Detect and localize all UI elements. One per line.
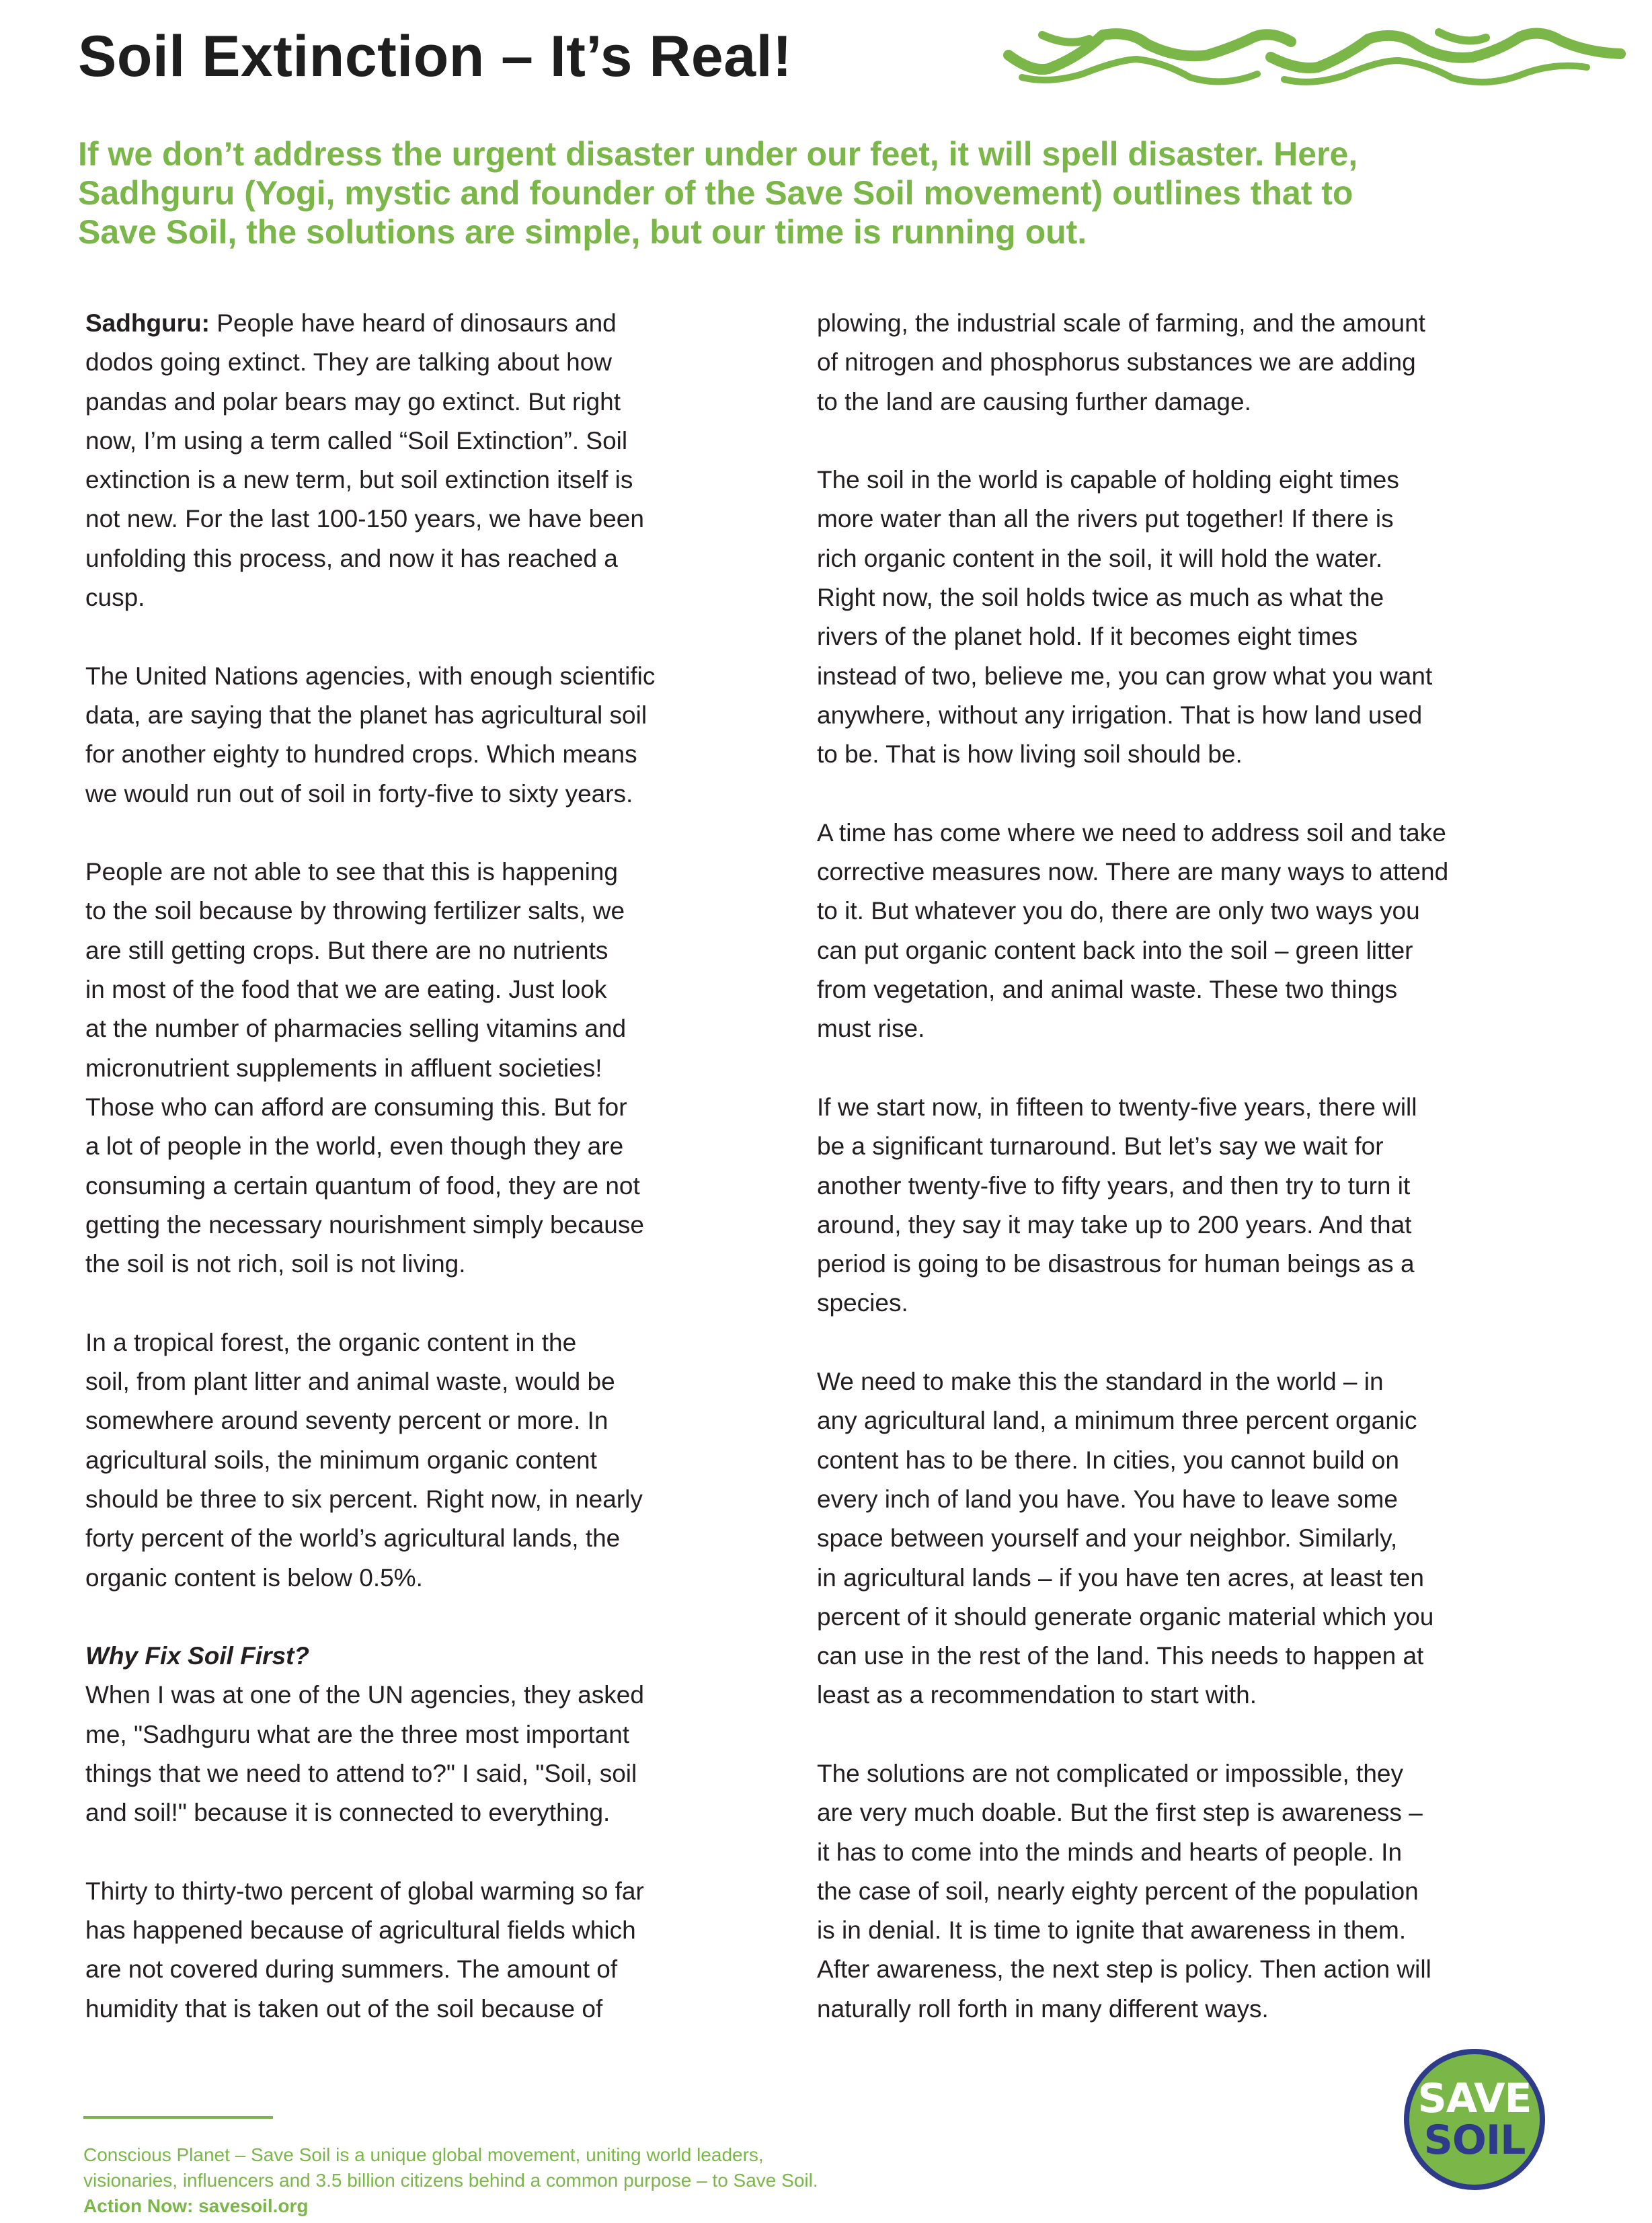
text-line: are not covered during summers. The amount of (85, 1955, 618, 1984)
text-line: Those who can afford are consuming this. But for (85, 1093, 627, 1121)
text-line: are still getting crops. But there are no nutrients (85, 936, 608, 964)
right-column (817, 304, 1530, 2029)
text-line: is in denial. It is time to ignite that awareness in them. (817, 1916, 1407, 1945)
text-line: in agricultural lands – if you have ten acres, at least ten (817, 1563, 1424, 1592)
text-line: extinction is a new term, but soil extinction itself is (85, 466, 633, 494)
text-line: unfolding this process, and now it has reached a (85, 544, 618, 572)
text-line: it has to come into the minds and hearts of people. In (817, 1838, 1403, 1866)
text-line: pandas and polar bears may go extinct. But right (85, 387, 621, 416)
text-line: any agricultural land, a minimum three percent organic (817, 1407, 1417, 1435)
text-line: to be. That is how living soil should be. (817, 740, 1243, 769)
text-line: the soil is not rich, soil is not living. (85, 1250, 466, 1278)
paragraph (817, 1088, 1530, 1323)
text-line: People are not able to see that this is happening (85, 858, 618, 886)
text-line: we would run out of soil in forty-five to sixty years. (85, 779, 633, 808)
text-line: If we start now, in fifteen to twenty-five years, there will (817, 1093, 1417, 1121)
paragraph (85, 1872, 798, 2029)
text-line: things that we need to attend to?" I said, "Soil, soil (85, 1759, 637, 1787)
wave-stroke (1042, 35, 1089, 42)
text-line: now, I’m using a term called “Soil Extinction”. Soil (85, 426, 628, 455)
text-line: not new. For the last 100-150 years, we have been (85, 505, 644, 533)
text-line: micronutrient supplements in affluent societies! (85, 1054, 602, 1082)
text-line: data, are saying that the planet has agricultural soil (85, 701, 647, 729)
text-line: In a tropical forest, the organic content in the (85, 1328, 577, 1356)
text-line: We need to make this the standard in the world – in (817, 1368, 1384, 1396)
footer-divider (83, 2116, 273, 2119)
text-line: The United Nations agencies, with enough scientific (85, 662, 656, 690)
speaker-label: Sadhguru: (85, 309, 210, 337)
text-line: consuming a certain quantum of food, they are not (85, 1171, 640, 1200)
footer-action-link[interactable]: Action Now: savesoil.org (83, 2195, 309, 2216)
paragraph (817, 461, 1530, 774)
text-line: humidity that is taken out of the soil because of (85, 1994, 603, 2023)
paragraph (817, 814, 1530, 1049)
text-line: more water than all the rivers put together! If there is (817, 505, 1394, 533)
text-line: has happened because of agricultural fields which (85, 1916, 636, 1945)
text-line: agricultural soils, the minimum organic content (85, 1446, 597, 1474)
text-line: dodos going extinct. They are talking about how (85, 348, 612, 377)
text-line: Thirty to thirty-two percent of global warming so far (85, 1877, 644, 1905)
text-line: instead of two, believe me, you can grow what you want (817, 662, 1433, 690)
text-line: the case of soil, nearly eighty percent of the population (817, 1877, 1419, 1905)
text-line: rivers of the planet hold. If it becomes eight times (817, 623, 1358, 651)
decorative-waves-icon (1002, 20, 1634, 94)
text-line: be a significant turnaround. But let’s say we wait for (817, 1132, 1384, 1161)
footer (83, 2142, 818, 2219)
intro-line: Save Soil, the solutions are simple, but our time is running out. (78, 213, 1087, 251)
text-line: at the number of pharmacies selling vitamins and (85, 1015, 627, 1043)
text-line: space between yourself and your neighbor. Similarly, (817, 1524, 1398, 1553)
text-line (85, 304, 798, 343)
text-line: can put organic content back into the soil – green litter (817, 936, 1413, 964)
intro-line: Sadhguru (Yogi, mystic and founder of the Save Soil movement) outlines that to (78, 174, 1353, 212)
paragraph (817, 1754, 1530, 2029)
wave-stroke (1439, 32, 1486, 41)
text-line: plowing, the industrial scale of farming, and the amount (817, 309, 1425, 337)
text-line: another twenty-five to fifty years, and then try to turn it (817, 1171, 1411, 1200)
text-line: naturally roll forth in many different ways. (817, 1994, 1269, 2023)
text-line: period is going to be disastrous for human beings as a (817, 1250, 1415, 1278)
text-line: me, "Sadhguru what are the three most important (85, 1720, 630, 1748)
text-line: to the soil because by throwing fertilizer salts, we (85, 897, 625, 925)
text-line: can use in the rest of the land. This needs to happen at (817, 1642, 1424, 1670)
text-line: soil, from plant litter and animal waste, would be (85, 1368, 615, 1396)
text-line: and soil!" because it is connected to everything. (85, 1799, 611, 1827)
text-line: must rise. (817, 1015, 925, 1043)
text-line: to the land are causing further damage. (817, 387, 1251, 416)
text-line: organic content is below 0.5%. (85, 1563, 423, 1592)
footer-line: visionaries, influencers and 3.5 billion citizens behind a common purpose – to Save Soil. (83, 2170, 818, 2191)
left-column (85, 304, 798, 2029)
text-line: around, they say it may take up to 200 years. And that (817, 1210, 1412, 1239)
text-line: corrective measures now. There are many ways to attend (817, 858, 1449, 886)
text-line: a lot of people in the world, even though they are (85, 1132, 624, 1161)
text-line: for another eighty to hundred crops. Which means (85, 740, 637, 769)
text-line: are very much doable. But the first step is awareness – (817, 1799, 1423, 1827)
text-line: content has to be there. In cities, you cannot build on (817, 1446, 1399, 1474)
text-span: People have heard of dinosaurs and (209, 309, 617, 337)
section-heading: Why Fix Soil First? (85, 1642, 310, 1670)
page-title: Soil Extinction – It’s Real! (78, 24, 793, 89)
paragraph (817, 1362, 1530, 1715)
intro-text (78, 134, 1571, 251)
text-line: every inch of land you have. You have to leave some (817, 1485, 1398, 1513)
text-line: The solutions are not complicated or impossible, they (817, 1759, 1403, 1787)
text-line: The soil in the world is capable of holding eight times (817, 466, 1399, 494)
text-line: Right now, the soil holds twice as much as what the (817, 584, 1384, 612)
text-line: After awareness, the next step is policy. Then action will (817, 1955, 1431, 1984)
text-line: percent of it should generate organic material which you (817, 1602, 1434, 1631)
paragraph (817, 304, 1530, 422)
text-line: from vegetation, and animal waste. These two things (817, 976, 1398, 1004)
text-line: cusp. (85, 584, 145, 612)
text-line: in most of the food that we are eating. Just look (85, 976, 607, 1004)
text-line: to it. But whatever you do, there are only two ways you (817, 897, 1420, 925)
paragraph (85, 657, 798, 814)
text-line: rich organic content in the soil, it will hold the water. (817, 544, 1383, 572)
paragraph (85, 853, 798, 1284)
logo-text-soil: SOIL (1423, 2117, 1526, 2164)
text-line: somewhere around seventy percent or more. In (85, 1407, 608, 1435)
paragraph (85, 304, 798, 617)
text-line: species. (817, 1289, 908, 1317)
intro-line: If we don’t address the urgent disaster under our feet, it will spell disaster. Here, (78, 135, 1358, 173)
text-line: getting the necessary nourishment simply because (85, 1210, 644, 1239)
text-line: When I was at one of the UN agencies, they asked (85, 1681, 644, 1709)
text-line: anywhere, without any irrigation. That is how land used (817, 701, 1423, 729)
paragraph (85, 1323, 798, 1598)
paragraph (85, 1676, 798, 1832)
logo-text-save: SAVE (1417, 2075, 1532, 2122)
footer-line: Conscious Planet – Save Soil is a unique global movement, uniting world leaders, (83, 2144, 764, 2165)
text-line: forty percent of the world’s agricultural lands, the (85, 1524, 621, 1553)
text-line: should be three to six percent. Right now, in nearly (85, 1485, 643, 1513)
text-line: least as a recommendation to start with. (817, 1681, 1257, 1709)
text-line: A time has come where we need to address soil and take (817, 818, 1446, 847)
text-line: of nitrogen and phosphorus substances we are adding (817, 348, 1416, 377)
save-soil-logo (1404, 2049, 1545, 2190)
